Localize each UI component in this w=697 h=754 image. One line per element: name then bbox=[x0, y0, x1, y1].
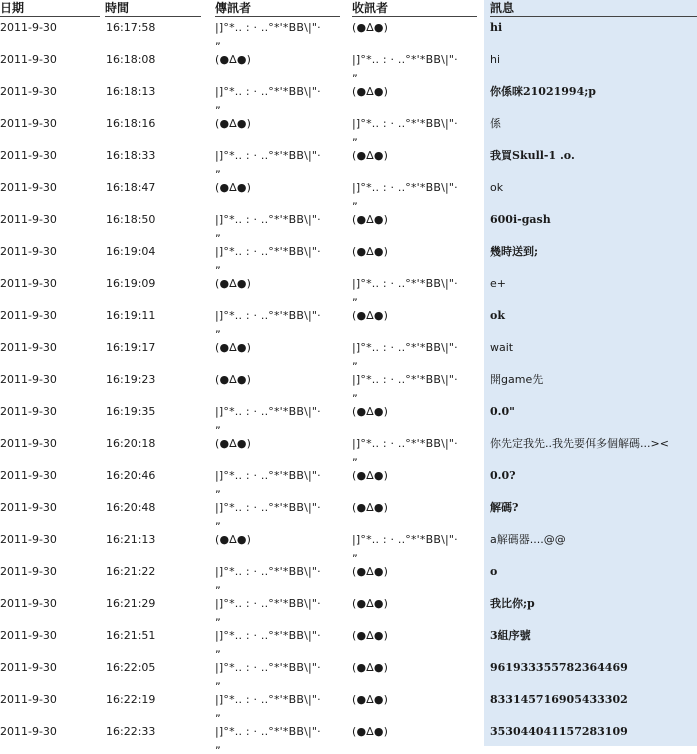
row-date bbox=[0, 341, 57, 354]
row-time bbox=[106, 181, 155, 194]
row-sender bbox=[215, 53, 343, 66]
row-message-text: wait bbox=[490, 341, 514, 354]
row-receiver-text: (●∆●) bbox=[352, 405, 389, 418]
row-receiver bbox=[352, 437, 480, 463]
header-time[interactable]: 時間 bbox=[105, 1, 201, 17]
row-message bbox=[490, 437, 697, 450]
row-sender bbox=[215, 341, 343, 354]
row-sender bbox=[215, 85, 343, 111]
row-receiver-text: (●∆●) bbox=[352, 501, 389, 514]
row-time bbox=[106, 373, 155, 386]
table-row[interactable] bbox=[0, 50, 697, 82]
row-time-text: 16:19:09 bbox=[106, 277, 156, 290]
row-sender bbox=[215, 725, 343, 751]
row-message-text: 幾時送到; bbox=[490, 245, 539, 258]
row-receiver-text: (●∆●) bbox=[352, 725, 389, 738]
row-message-text: 我比你;p bbox=[490, 597, 535, 610]
row-receiver-text: (●∆●) bbox=[352, 469, 389, 482]
row-receiver-text: (●∆●) bbox=[352, 21, 389, 34]
table-row[interactable] bbox=[0, 402, 697, 434]
row-time-text: 16:18:50 bbox=[106, 213, 156, 226]
row-message-text: 0.0" bbox=[490, 405, 515, 418]
table-row[interactable] bbox=[0, 114, 697, 146]
row-sender-text: (●∆●) bbox=[215, 341, 252, 354]
row-sender bbox=[215, 181, 343, 194]
row-time bbox=[106, 437, 155, 450]
row-receiver-text: (●∆●) bbox=[352, 629, 389, 642]
row-sender-text: |]°*.. : · ..°*'*BB\|"· „ bbox=[215, 213, 321, 239]
table-row[interactable] bbox=[0, 274, 697, 306]
row-receiver bbox=[352, 629, 480, 642]
row-date-text: 2011-9-30 bbox=[0, 501, 57, 514]
table-row[interactable] bbox=[0, 82, 697, 114]
row-sender-text: |]°*.. : · ..°*'*BB\|"· „ bbox=[215, 501, 321, 527]
table-row[interactable] bbox=[0, 466, 697, 498]
row-message bbox=[490, 725, 697, 738]
row-message-text: ok bbox=[490, 181, 504, 194]
table-row[interactable] bbox=[0, 210, 697, 242]
row-time bbox=[106, 405, 155, 418]
row-receiver-text: (●∆●) bbox=[352, 661, 389, 674]
row-time-text: 16:18:13 bbox=[106, 85, 156, 98]
message-list bbox=[0, 18, 697, 754]
row-sender-text: |]°*.. : · ..°*'*BB\|"· „ bbox=[215, 725, 321, 751]
row-receiver-text: (●∆●) bbox=[352, 597, 389, 610]
row-time bbox=[106, 85, 155, 98]
table-row[interactable] bbox=[0, 178, 697, 210]
row-date-text: 2011-9-30 bbox=[0, 277, 57, 290]
row-time-text: 16:20:46 bbox=[106, 469, 156, 482]
row-time bbox=[106, 213, 155, 226]
row-message-text: e+ bbox=[490, 277, 506, 290]
row-message bbox=[490, 693, 697, 706]
row-sender bbox=[215, 373, 343, 386]
row-receiver bbox=[352, 693, 480, 706]
row-receiver bbox=[352, 405, 480, 418]
row-time bbox=[106, 661, 155, 674]
row-date bbox=[0, 533, 57, 546]
row-time-text: 16:19:04 bbox=[106, 245, 156, 258]
row-message bbox=[490, 117, 697, 130]
row-receiver bbox=[352, 309, 480, 322]
row-receiver bbox=[352, 597, 480, 610]
row-date bbox=[0, 661, 57, 674]
row-time-text: 16:21:22 bbox=[106, 565, 156, 578]
row-time-text: 16:19:17 bbox=[106, 341, 156, 354]
row-sender-text: (●∆●) bbox=[215, 533, 252, 546]
row-sender-text: |]°*.. : · ..°*'*BB\|"· „ bbox=[215, 469, 321, 495]
table-row[interactable] bbox=[0, 722, 697, 754]
row-receiver-text: |]°*.. : · ..°*'*BB\|"· „ bbox=[352, 181, 458, 207]
row-message-text: 353044041157283109 bbox=[490, 725, 628, 738]
row-date-text: 2011-9-30 bbox=[0, 117, 57, 130]
row-date-text: 2011-9-30 bbox=[0, 53, 57, 66]
row-time bbox=[106, 245, 155, 258]
row-time-text: 16:22:05 bbox=[106, 661, 156, 674]
row-sender-text: |]°*.. : · ..°*'*BB\|"· „ bbox=[215, 661, 321, 687]
row-time bbox=[106, 149, 155, 162]
row-message-text: hi bbox=[490, 21, 503, 34]
row-date-text: 2011-9-30 bbox=[0, 341, 57, 354]
row-time-text: 16:22:33 bbox=[106, 725, 156, 738]
row-message bbox=[490, 85, 697, 98]
row-date bbox=[0, 373, 57, 386]
row-sender-text: (●∆●) bbox=[215, 53, 252, 66]
row-message-text: ok bbox=[490, 309, 505, 322]
row-date bbox=[0, 469, 57, 482]
row-time bbox=[106, 725, 155, 738]
table-row[interactable] bbox=[0, 306, 697, 338]
row-time-text: 16:19:35 bbox=[106, 405, 156, 418]
row-receiver-text: (●∆●) bbox=[352, 85, 389, 98]
row-date-text: 2011-9-30 bbox=[0, 21, 57, 34]
row-date-text: 2011-9-30 bbox=[0, 149, 57, 162]
row-message bbox=[490, 21, 697, 34]
row-receiver bbox=[352, 277, 480, 303]
row-message bbox=[490, 501, 697, 514]
row-date-text: 2011-9-30 bbox=[0, 405, 57, 418]
row-sender-text: (●∆●) bbox=[215, 277, 252, 290]
row-sender-text: (●∆●) bbox=[215, 437, 252, 450]
row-date bbox=[0, 501, 57, 514]
row-message bbox=[490, 181, 697, 194]
row-date-text: 2011-9-30 bbox=[0, 85, 57, 98]
row-message bbox=[490, 213, 697, 226]
row-message-text: a解碼器....@@ bbox=[490, 533, 566, 546]
row-sender bbox=[215, 117, 343, 130]
row-time-text: 16:19:23 bbox=[106, 373, 156, 386]
row-sender-text: (●∆●) bbox=[215, 373, 252, 386]
table-row[interactable] bbox=[0, 242, 697, 274]
row-date-text: 2011-9-30 bbox=[0, 309, 57, 322]
row-time-text: 16:20:18 bbox=[106, 437, 156, 450]
row-date-text: 2011-9-30 bbox=[0, 245, 57, 258]
row-message bbox=[490, 597, 697, 610]
row-date-text: 2011-9-30 bbox=[0, 469, 57, 482]
row-time-text: 16:18:33 bbox=[106, 149, 156, 162]
row-sender-text: |]°*.. : · ..°*'*BB\|"· „ bbox=[215, 565, 321, 591]
row-message bbox=[490, 629, 697, 642]
row-date bbox=[0, 597, 57, 610]
table-row[interactable] bbox=[0, 370, 697, 402]
row-sender bbox=[215, 501, 343, 527]
row-date bbox=[0, 245, 57, 258]
row-receiver bbox=[352, 245, 480, 258]
row-receiver bbox=[352, 117, 480, 143]
header-receiver[interactable]: 收訊者 bbox=[352, 1, 477, 17]
row-date bbox=[0, 565, 57, 578]
row-message-text: 你係咪21021994;p bbox=[490, 85, 596, 98]
row-receiver bbox=[352, 181, 480, 207]
row-receiver-text: |]°*.. : · ..°*'*BB\|"· „ bbox=[352, 341, 458, 367]
header-date[interactable]: 日期 bbox=[0, 1, 100, 17]
row-message-text: 600i-gash bbox=[490, 213, 551, 226]
row-time bbox=[106, 533, 155, 546]
row-time-text: 16:21:29 bbox=[106, 597, 156, 610]
column-header bbox=[0, 0, 697, 19]
row-receiver-text: (●∆●) bbox=[352, 213, 389, 226]
row-message-text: hi bbox=[490, 53, 501, 66]
row-time-text: 16:19:11 bbox=[106, 309, 156, 322]
table-row[interactable] bbox=[0, 594, 697, 626]
row-time bbox=[106, 309, 155, 322]
row-sender-text: (●∆●) bbox=[215, 117, 252, 130]
row-message bbox=[490, 309, 697, 322]
row-message-text: 你先定我先..我先要佴多個解碼...>< bbox=[490, 437, 669, 450]
row-date-text: 2011-9-30 bbox=[0, 629, 57, 642]
row-receiver bbox=[352, 565, 480, 578]
row-sender bbox=[215, 469, 343, 495]
row-date bbox=[0, 277, 57, 290]
header-message[interactable]: 訊息 bbox=[490, 1, 697, 17]
table-row[interactable] bbox=[0, 562, 697, 594]
row-time-text: 16:21:13 bbox=[106, 533, 156, 546]
row-date-text: 2011-9-30 bbox=[0, 565, 57, 578]
row-time bbox=[106, 277, 155, 290]
row-receiver-text: (●∆●) bbox=[352, 565, 389, 578]
row-time bbox=[106, 597, 155, 610]
row-sender bbox=[215, 277, 343, 290]
row-message bbox=[490, 245, 697, 258]
row-sender bbox=[215, 21, 343, 47]
row-date-text: 2011-9-30 bbox=[0, 373, 57, 386]
row-message-text: 開game先 bbox=[490, 373, 544, 386]
row-receiver-text: |]°*.. : · ..°*'*BB\|"· „ bbox=[352, 533, 458, 559]
row-date bbox=[0, 693, 57, 706]
row-receiver-text: |]°*.. : · ..°*'*BB\|"· „ bbox=[352, 373, 458, 399]
row-message-text: 0.0? bbox=[490, 469, 516, 482]
table-row[interactable] bbox=[0, 434, 697, 466]
row-sender-text: |]°*.. : · ..°*'*BB\|"· „ bbox=[215, 245, 321, 271]
row-message-text: 833145716905433302 bbox=[490, 693, 628, 706]
row-time bbox=[106, 469, 155, 482]
row-date bbox=[0, 21, 57, 34]
row-receiver bbox=[352, 341, 480, 367]
row-receiver bbox=[352, 149, 480, 162]
row-receiver-text: |]°*.. : · ..°*'*BB\|"· „ bbox=[352, 53, 458, 79]
row-receiver-text: (●∆●) bbox=[352, 693, 389, 706]
row-message bbox=[490, 565, 697, 578]
row-receiver-text: (●∆●) bbox=[352, 149, 389, 162]
row-time-text: 16:18:16 bbox=[106, 117, 156, 130]
row-sender-text: |]°*.. : · ..°*'*BB\|"· „ bbox=[215, 149, 321, 175]
row-date-text: 2011-9-30 bbox=[0, 437, 57, 450]
row-sender-text: |]°*.. : · ..°*'*BB\|"· „ bbox=[215, 597, 321, 623]
row-message bbox=[490, 533, 697, 546]
row-sender-text: (●∆●) bbox=[215, 181, 252, 194]
row-sender-text: |]°*.. : · ..°*'*BB\|"· „ bbox=[215, 85, 321, 111]
row-date bbox=[0, 629, 57, 642]
row-date-text: 2011-9-30 bbox=[0, 533, 57, 546]
row-time-text: 16:18:47 bbox=[106, 181, 156, 194]
row-date bbox=[0, 53, 57, 66]
row-receiver bbox=[352, 725, 480, 738]
row-time-text: 16:22:19 bbox=[106, 693, 156, 706]
row-sender bbox=[215, 661, 343, 687]
row-message bbox=[490, 277, 697, 290]
row-sender bbox=[215, 405, 343, 431]
row-message bbox=[490, 469, 697, 482]
row-date-text: 2011-9-30 bbox=[0, 661, 57, 674]
row-date-text: 2011-9-30 bbox=[0, 597, 57, 610]
row-time-text: 16:21:51 bbox=[106, 629, 156, 642]
row-message bbox=[490, 149, 697, 162]
row-sender bbox=[215, 565, 343, 591]
row-sender bbox=[215, 597, 343, 623]
row-time bbox=[106, 693, 155, 706]
row-time bbox=[106, 21, 155, 34]
row-time bbox=[106, 117, 155, 130]
row-sender bbox=[215, 533, 343, 546]
row-receiver bbox=[352, 21, 480, 34]
row-sender bbox=[215, 629, 343, 655]
row-time bbox=[106, 629, 155, 642]
row-date-text: 2011-9-30 bbox=[0, 725, 57, 738]
row-sender bbox=[215, 149, 343, 175]
row-receiver bbox=[352, 661, 480, 674]
row-receiver bbox=[352, 53, 480, 79]
row-message bbox=[490, 373, 697, 386]
row-message bbox=[490, 405, 697, 418]
row-sender-text: |]°*.. : · ..°*'*BB\|"· „ bbox=[215, 693, 321, 719]
table-row[interactable] bbox=[0, 658, 697, 690]
row-sender bbox=[215, 309, 343, 335]
row-receiver-text: |]°*.. : · ..°*'*BB\|"· „ bbox=[352, 277, 458, 303]
row-message bbox=[490, 341, 697, 354]
row-sender bbox=[215, 213, 343, 239]
row-receiver bbox=[352, 501, 480, 514]
header-sender[interactable]: 傳訊者 bbox=[215, 1, 340, 17]
table-row[interactable] bbox=[0, 530, 697, 562]
row-time-text: 16:18:08 bbox=[106, 53, 156, 66]
row-date-text: 2011-9-30 bbox=[0, 213, 57, 226]
row-receiver bbox=[352, 85, 480, 98]
row-sender bbox=[215, 245, 343, 271]
row-message-text: 3組序號 bbox=[490, 629, 531, 642]
row-date bbox=[0, 405, 57, 418]
row-date-text: 2011-9-30 bbox=[0, 181, 57, 194]
table-row[interactable] bbox=[0, 690, 697, 722]
row-receiver bbox=[352, 213, 480, 226]
row-time-text: 16:17:58 bbox=[106, 21, 156, 34]
row-message-text: o bbox=[490, 565, 498, 578]
row-message-text: 解碼? bbox=[490, 501, 519, 514]
row-sender bbox=[215, 693, 343, 719]
row-sender-text: |]°*.. : · ..°*'*BB\|"· „ bbox=[215, 21, 321, 47]
row-receiver-text: (●∆●) bbox=[352, 245, 389, 258]
row-date bbox=[0, 725, 57, 738]
row-time bbox=[106, 341, 155, 354]
row-date bbox=[0, 149, 57, 162]
row-message-text: 我買Skull-1 .o. bbox=[490, 149, 575, 162]
table-row[interactable] bbox=[0, 498, 697, 530]
row-sender-text: |]°*.. : · ..°*'*BB\|"· „ bbox=[215, 405, 321, 431]
row-sender-text: |]°*.. : · ..°*'*BB\|"· „ bbox=[215, 309, 321, 335]
row-message-text: 961933355782364469 bbox=[490, 661, 628, 674]
row-receiver-text: (●∆●) bbox=[352, 309, 389, 322]
row-time bbox=[106, 501, 155, 514]
table-row[interactable] bbox=[0, 626, 697, 658]
table-row[interactable] bbox=[0, 338, 697, 370]
row-message-text: 係 bbox=[490, 117, 501, 130]
row-sender-text: |]°*.. : · ..°*'*BB\|"· „ bbox=[215, 629, 321, 655]
row-receiver bbox=[352, 469, 480, 482]
row-date bbox=[0, 85, 57, 98]
row-date bbox=[0, 309, 57, 322]
row-message bbox=[490, 661, 697, 674]
row-sender bbox=[215, 437, 343, 450]
row-receiver-text: |]°*.. : · ..°*'*BB\|"· „ bbox=[352, 117, 458, 143]
row-date bbox=[0, 117, 57, 130]
row-receiver-text: |]°*.. : · ..°*'*BB\|"· „ bbox=[352, 437, 458, 463]
table-row[interactable] bbox=[0, 146, 697, 178]
row-time bbox=[106, 565, 155, 578]
row-receiver bbox=[352, 533, 480, 559]
row-date bbox=[0, 213, 57, 226]
row-time bbox=[106, 53, 155, 66]
row-receiver bbox=[352, 373, 480, 399]
row-date bbox=[0, 181, 57, 194]
row-date bbox=[0, 437, 57, 450]
table-row[interactable] bbox=[0, 18, 697, 50]
row-message bbox=[490, 53, 697, 66]
row-date-text: 2011-9-30 bbox=[0, 693, 57, 706]
row-time-text: 16:20:48 bbox=[106, 501, 156, 514]
